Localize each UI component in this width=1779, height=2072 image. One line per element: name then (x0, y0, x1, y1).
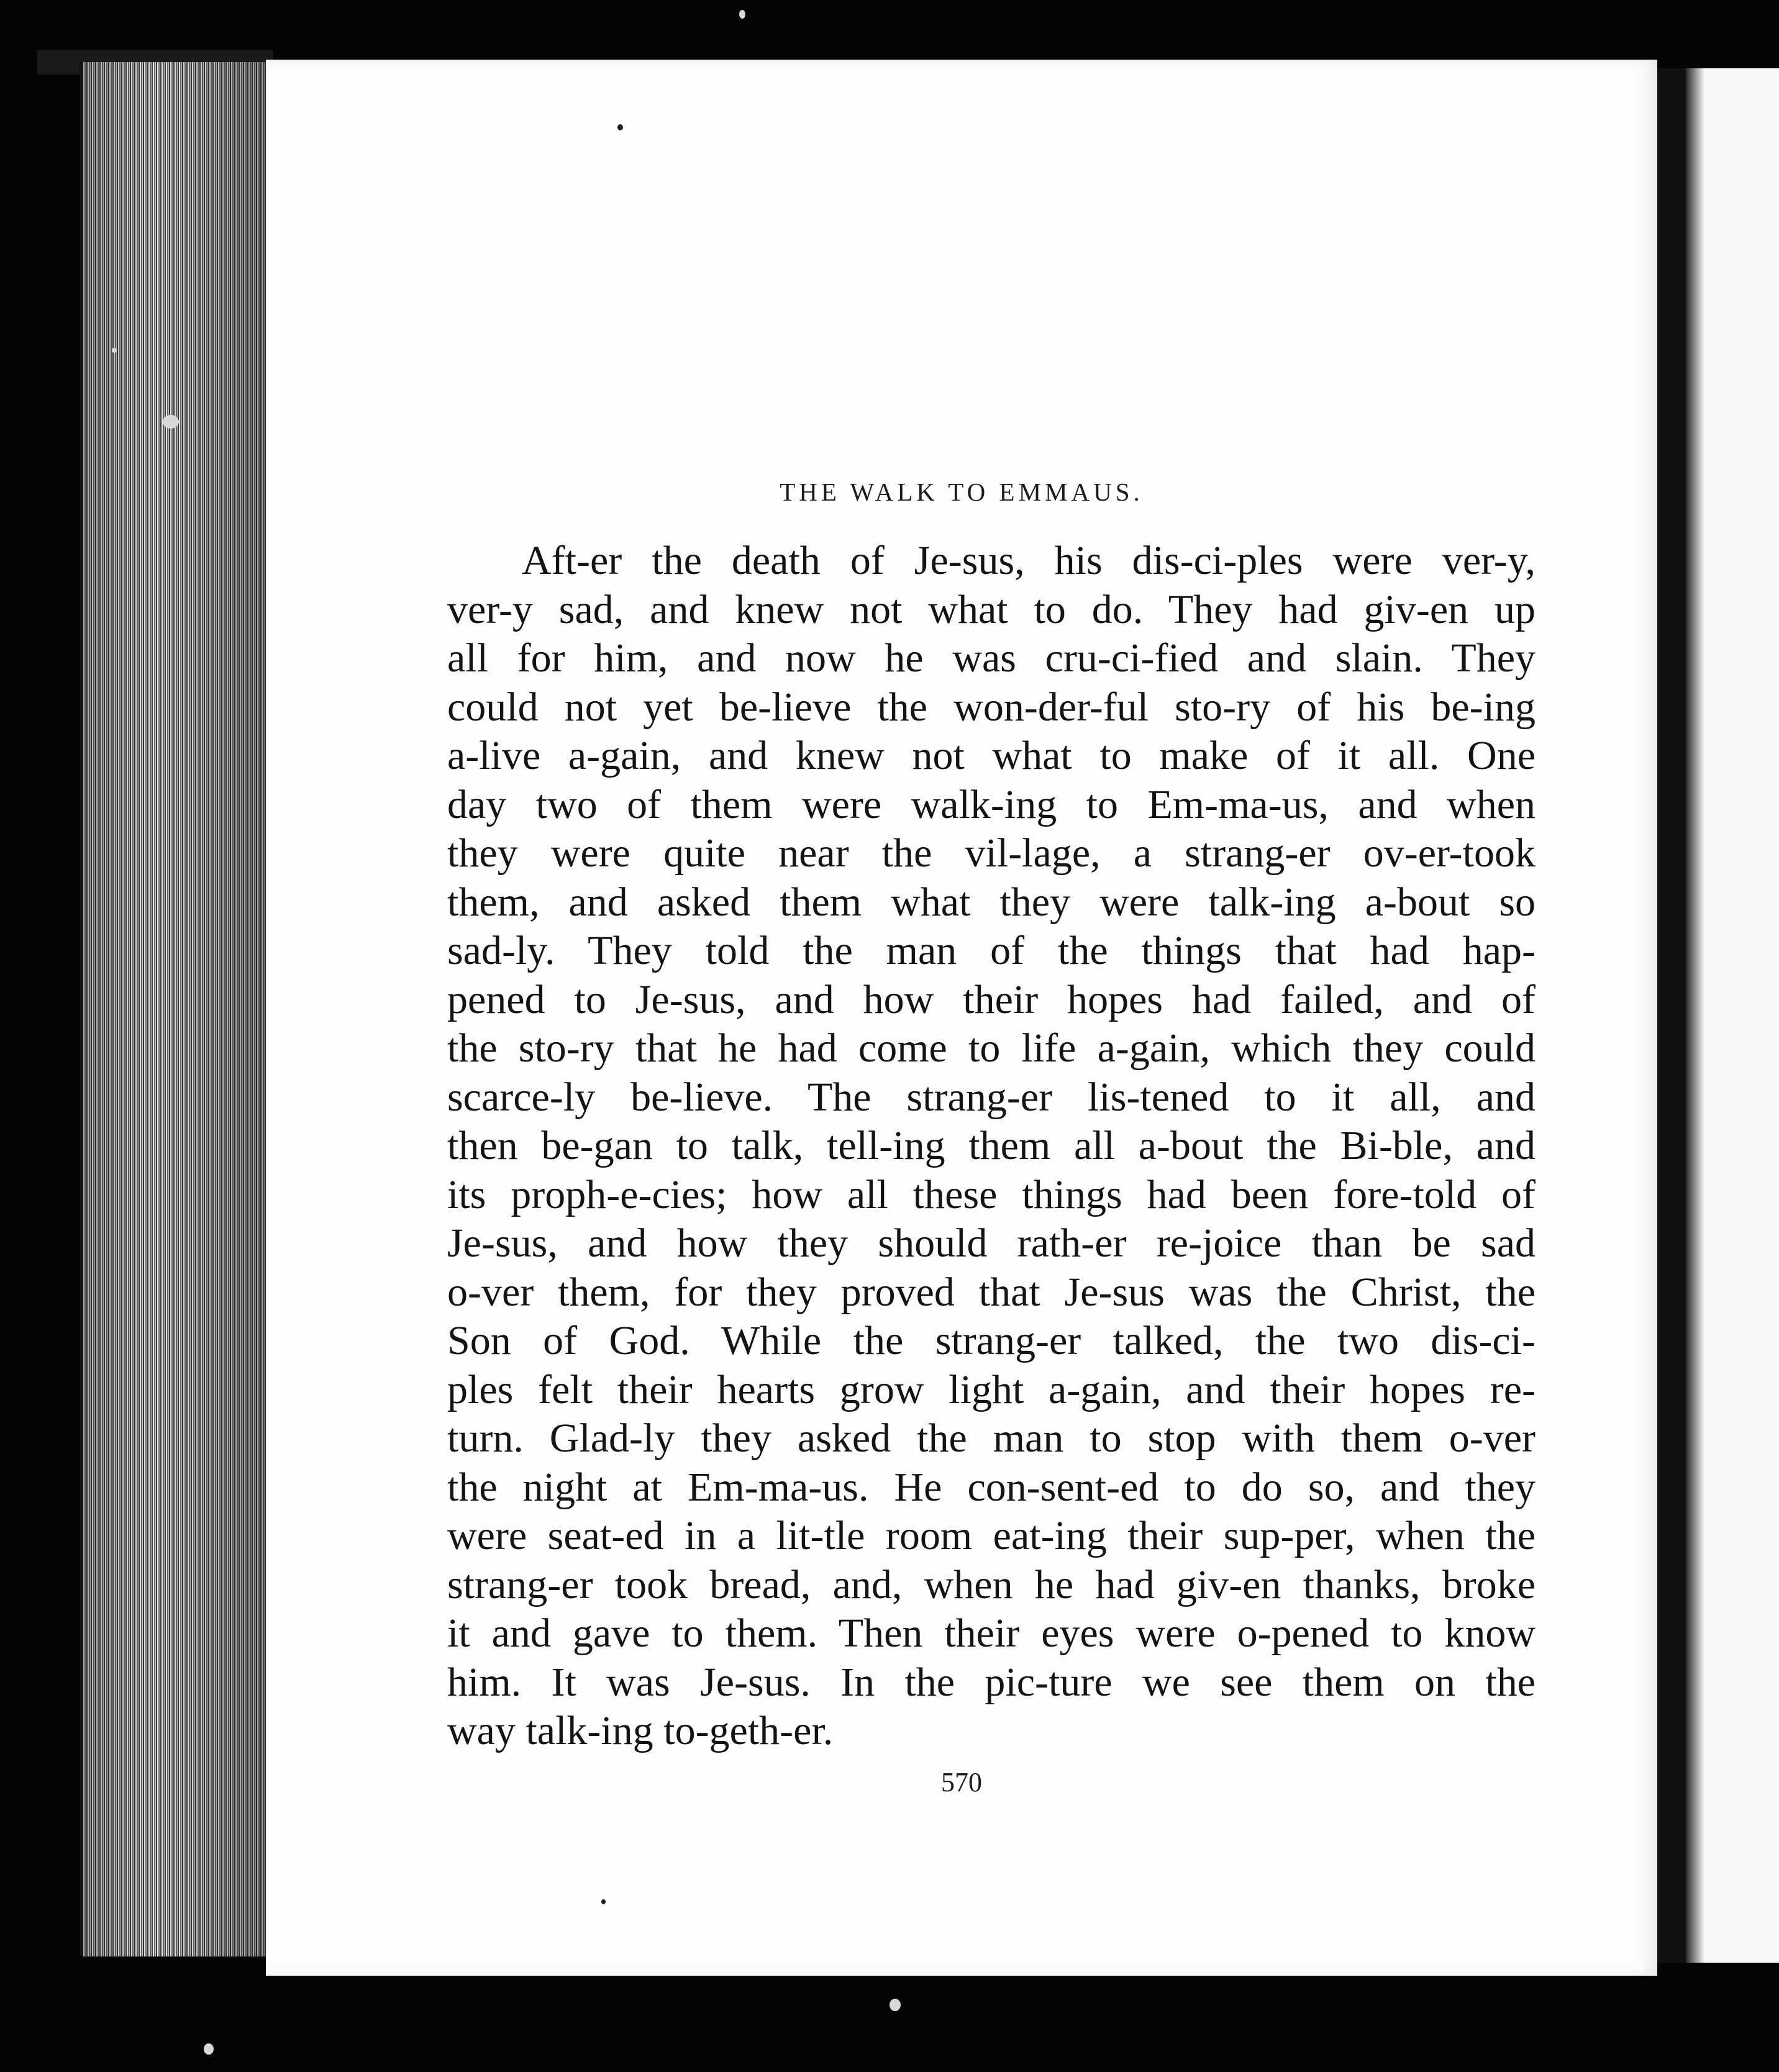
text-line: all for him, and now he was cru-ci-fied and slain. They (447, 635, 1536, 681)
text-line: they were quite near the vil-lage, a strang-er ov-er-took (447, 830, 1536, 876)
text-line: the night at Em-ma-us. He con-sent-ed to do so, and they (447, 1464, 1536, 1510)
dust-speck (890, 1999, 901, 2011)
dust-speck (204, 2043, 214, 2055)
text-line: way talk-ing to-geth-er. (447, 1708, 834, 1753)
text-line: turn. Glad-ly they asked the man to stop with them o-ver (447, 1415, 1536, 1461)
text-line: ples felt their hearts grow light a-gain, and their hopes re- (447, 1366, 1536, 1412)
dust-speck (739, 10, 745, 19)
text-line: him. It was Je-sus. In the pic-ture we see them on the (447, 1659, 1536, 1705)
dust-speck (163, 415, 179, 429)
text-line: o-ver them, for they proved that Je-sus was the Christ, the (447, 1269, 1536, 1315)
page-number: 570 (941, 1767, 982, 1797)
text-line: ver-y sad, and knew not what to do. They had giv-en up (447, 586, 1536, 632)
book-page (266, 60, 1657, 1976)
dust-speck (112, 348, 117, 353)
book-page-edges (80, 62, 270, 1956)
text-line: its proph-e-cies; how all these things had been fore-told of (447, 1171, 1536, 1217)
text-line: day two of them were walk-ing to Em-ma-us, and when (447, 781, 1536, 827)
text-line: scarce-ly be-lieve. The strang-er lis-tened to it all, and (447, 1074, 1536, 1120)
text-line: a-live a-gain, and knew not what to make of it all. One (447, 733, 1536, 778)
dust-speck (617, 124, 623, 130)
text-line: Aft-er the death of Je-sus, his dis-ci-ples were ver-y, (522, 538, 1536, 583)
text-line: sad-ly. They told the man of the things that had hap- (447, 928, 1536, 973)
text-line: then be-gan to talk, tell-ing them all a-bout the Bi-ble, and (447, 1123, 1536, 1168)
text-line: pened to Je-sus, and how their hopes had failed, and of (447, 976, 1536, 1022)
text-line: it and gave to them. Then their eyes were o-pened to know (447, 1611, 1536, 1656)
text-line: strang-er took bread, and, when he had giv-en thanks, broke (447, 1561, 1536, 1607)
text-line: were seat-ed in a lit-tle room eat-ing their sup-per, when the (447, 1513, 1536, 1558)
facing-page-edge (1686, 68, 1779, 1963)
body-text (447, 537, 1536, 1756)
text-line: could not yet be-lieve the won-der-ful sto-ry of his be-ing (447, 684, 1536, 730)
dust-speck (601, 1899, 606, 1904)
text-line: the sto-ry that he had come to life a-gain, which they could (447, 1025, 1536, 1071)
text-line: Je-sus, and how they should rath-er re-joice than be sad (447, 1220, 1536, 1266)
book-gutter (1657, 68, 1686, 1963)
text-line: Son of God. While the strang-er talked, the two dis-ci- (447, 1318, 1536, 1363)
running-head: THE WALK TO EMMAUS. (780, 478, 1144, 506)
text-line: them, and asked them what they were talk-ing a-bout so (447, 879, 1536, 925)
